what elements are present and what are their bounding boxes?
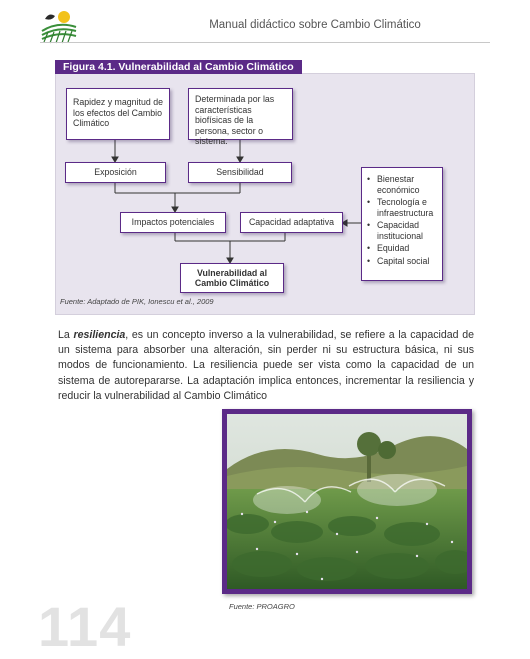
sprinkler-field-photo xyxy=(227,414,467,589)
figure-source: Fuente: Adaptado de PIK, Ionescu et al., 2009 xyxy=(60,297,214,306)
term-resiliencia: resiliencia xyxy=(73,329,126,341)
box-capacidad: Capacidad adaptativa xyxy=(240,212,343,233)
factor-item: • Tecnología e infraestructura xyxy=(367,197,437,218)
box-rapidez: Rapidez y magnitud de los efectos del Cambio Climático xyxy=(66,88,170,140)
factor-item: • Capital social xyxy=(367,256,437,267)
box-impactos: Impactos potenciales xyxy=(120,212,226,233)
factor-item: • Bienestar económico xyxy=(367,174,437,195)
header-title: Manual didáctico sobre Cambio Climático xyxy=(209,19,421,31)
box-factores xyxy=(361,167,443,281)
box-sensibilidad: Sensibilidad xyxy=(188,162,292,183)
box-exposicion: Exposición xyxy=(65,162,166,183)
factor-list xyxy=(367,174,437,266)
header-divider xyxy=(40,42,490,43)
page-number: 114 xyxy=(38,595,132,658)
photo-source: Fuente: PROAGRO xyxy=(229,602,295,611)
factor-item: • Capacidad institucional xyxy=(367,220,437,241)
body-paragraph: La resiliencia, es un concepto inverso a la vulnerabilidad, se refiere a la capacidad de un sistema para absorber una alteración, sin perder ni su estructura básica, ni sus modos de funcionamiento. La resiliencia puede ser vista como la capacidad de un sistema de autorepararse. La adaptación implica entonces, incrementar la resiliencia y reducir la vulnerabilidad al Cambio Climático xyxy=(58,329,474,402)
box-determinada: Determinada por las características biofísicas de la persona, sector o sistema. xyxy=(188,88,293,140)
box-vulnerabilidad: Vulnerabilidad al Cambio Climático xyxy=(180,263,284,293)
figure-caption: Figura 4.1. Vulnerabilidad al Cambio Climático xyxy=(55,60,302,74)
factor-item: • Equidad xyxy=(367,243,437,254)
